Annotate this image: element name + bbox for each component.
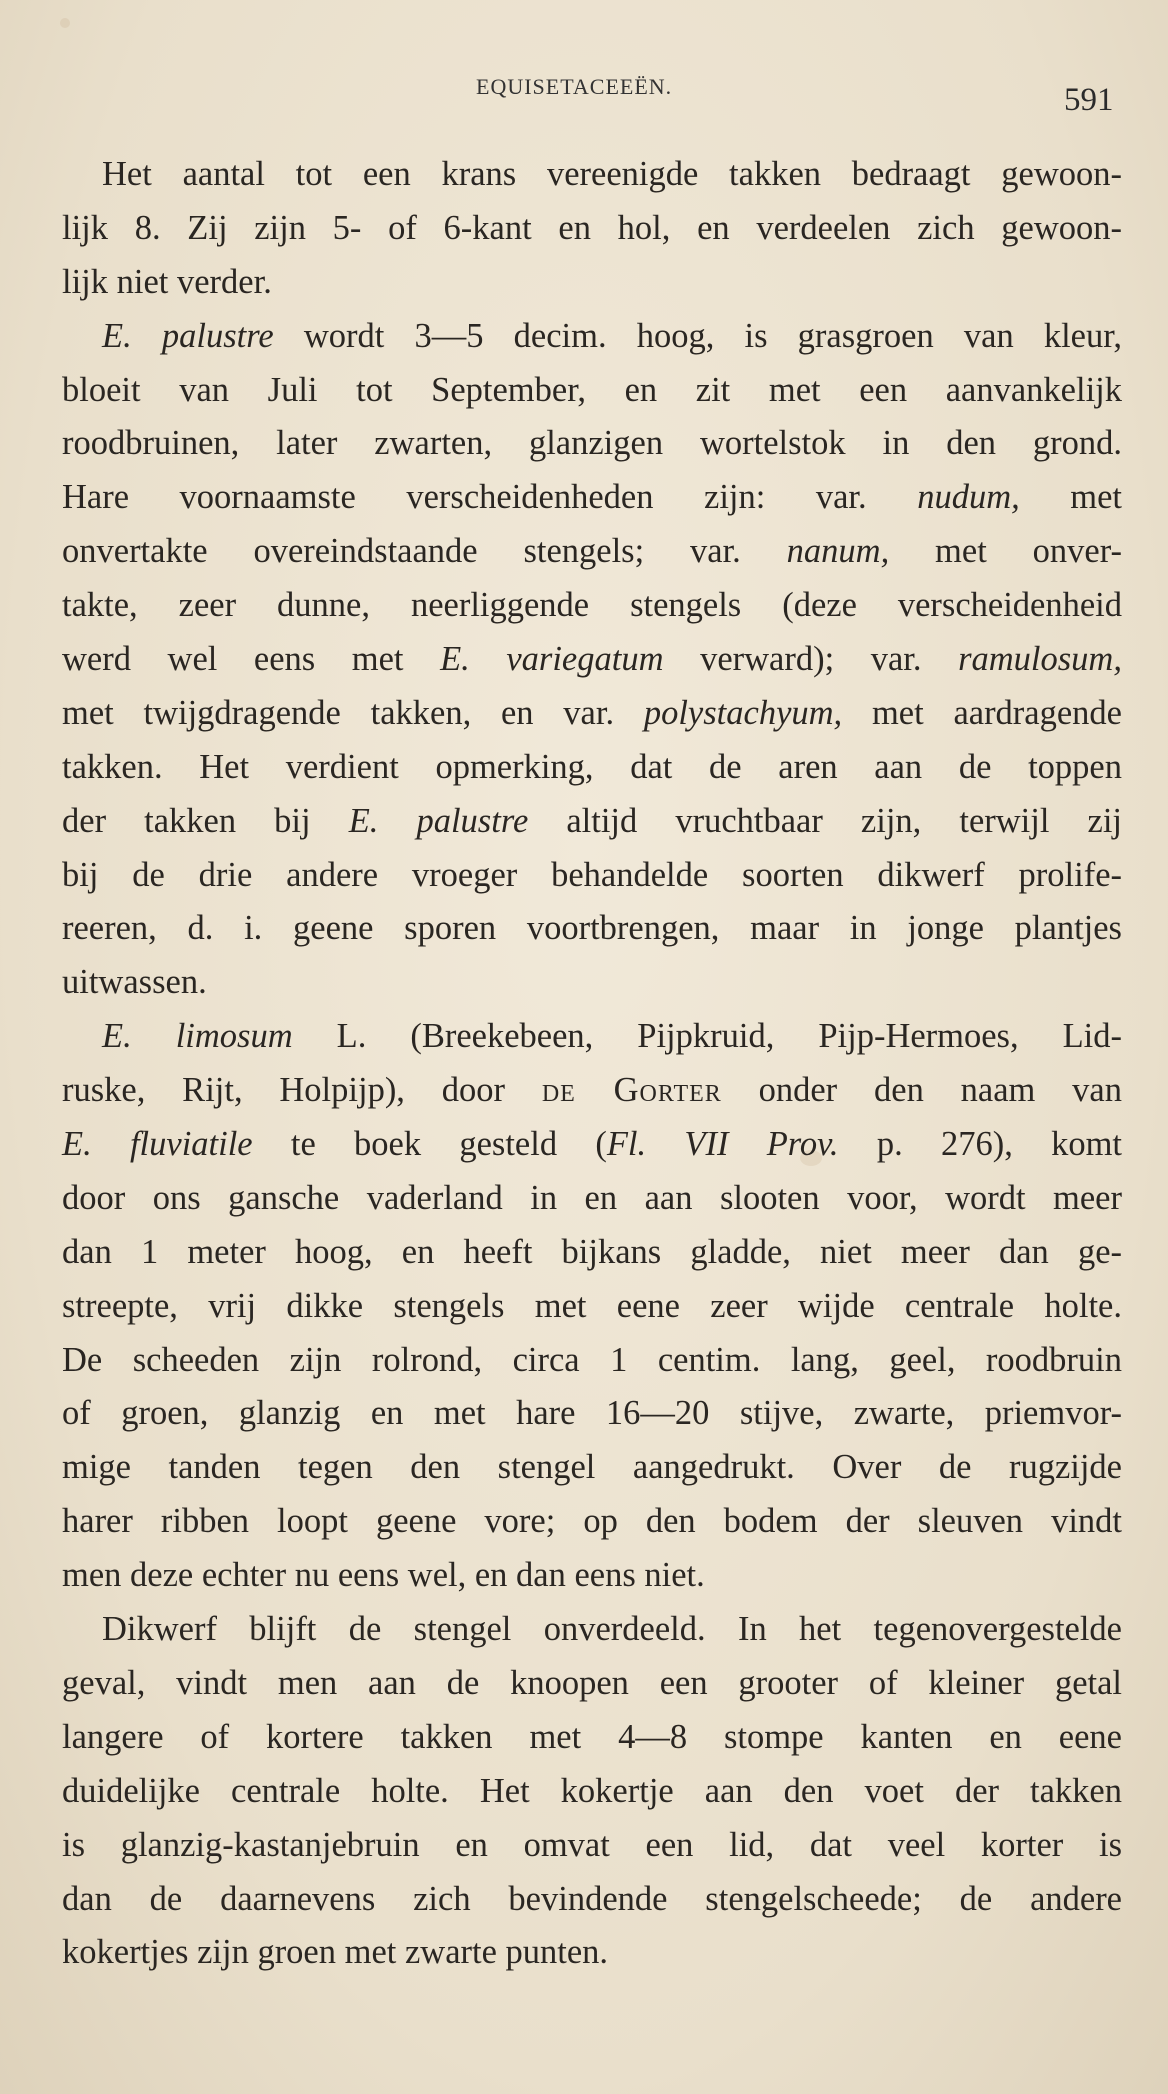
body-text [62, 148, 1122, 1980]
text-line: door ons gansche vaderland in en aan slooten voor, wordt meer [62, 1178, 1122, 1217]
text-line: E. palustre wordt 3—5 decim. hoog, is grasgroen van kleur, [102, 316, 1122, 355]
text-line: bij de drie andere vroeger behandelde soorten dikwerf prolife- [62, 855, 1122, 894]
text-line: kokertjes zijn groen met zwarte punten. [62, 1933, 609, 1972]
paper-speck [60, 18, 70, 28]
text-line: uitwassen. [62, 963, 207, 1002]
text-line: E. limosum L. (Breekebeen, Pijpkruid, Pijp-Hermoes, Lid- [102, 1017, 1123, 1056]
variety-name: nanum, [786, 532, 890, 571]
page-number: 591 [1064, 82, 1114, 118]
text-line: of groen, glanzig en met hare 16—20 stijve, zwarte, priemvor- [62, 1394, 1122, 1433]
species-name: E. palustre [348, 801, 529, 840]
text-line: Dikwerf blijft de stengel onverdeeld. In het tegenovergestelde [102, 1610, 1122, 1649]
species-name: E. variegatum [440, 640, 664, 679]
text-line: mige tanden tegen den stengel aangedrukt. Over de rugzijde [62, 1448, 1122, 1487]
variety-name: nudum, [917, 478, 1020, 517]
text-line: langere of kortere takken met 4—8 stompe kanten en eene [62, 1717, 1122, 1756]
text-line: harer ribben loopt geene vore; op den bodem der sleuven vindt [62, 1502, 1122, 1541]
text-line: roodbruinen, later zwarten, glanzigen wortelstok in den grond. [62, 424, 1122, 463]
text-line: onvertakte overeindstaande stengels; var. nanum, met onver- [62, 532, 1122, 571]
text-line: reeren, d. i. geene sporen voortbrengen, maar in jonge plantjes [62, 909, 1122, 948]
text-line: geval, vindt men aan de knoopen een grooter of kleiner getal [62, 1663, 1122, 1702]
text-line: is glanzig-kastanjebruin en omvat een lid, dat veel korter is [62, 1825, 1122, 1864]
text-line: men deze echter nu eens wel, en dan eens niet. [62, 1556, 705, 1595]
author-name: de Gorter [541, 1071, 722, 1110]
species-name: E. limosum [102, 1017, 293, 1056]
variety-name: ramulosum, [958, 640, 1122, 679]
species-name: E. fluviatile [62, 1125, 253, 1164]
text-line: E. fluviatile te boek gesteld (Fl. VII Prov. p. 276), komt [62, 1125, 1123, 1164]
text-line: ruske, Rijt, Holpijp), door de Gorter onder den naam van [62, 1071, 1122, 1110]
text-line: bloeit van Juli tot September, en zit met een aanvankelijk [62, 370, 1122, 409]
book-title: Fl. VII Prov. [606, 1125, 839, 1164]
text-line: met twijgdragende takken, en var. polystachyum, met aardragende [62, 693, 1122, 732]
text-line: Hare voornaamste verscheidenheden zijn: var. nudum, met [62, 478, 1122, 517]
text-line: dan 1 meter hoog, en heeft bijkans gladde, niet meer dan ge- [62, 1232, 1122, 1271]
text-line: dan de daarnevens zich bevindende stengelscheede; de andere [62, 1879, 1122, 1918]
text-line: takte, zeer dunne, neerliggende stengels (deze verscheidenheid [62, 586, 1122, 625]
text-line: De scheeden zijn rolrond, circa 1 centim. lang, geel, roodbruin [62, 1340, 1122, 1379]
text-line: duidelijke centrale holte. Het kokertje aan den voet der takken [62, 1771, 1122, 1810]
text-line: streepte, vrij dikke stengels met eene zeer wijde centrale holte. [62, 1286, 1122, 1325]
text-line: der takken bij E. palustre altijd vruchtbaar zijn, terwijl zij [62, 801, 1122, 840]
text-line: Het aantal tot een krans vereenigde takken bedraagt gewoon- [102, 155, 1122, 193]
text-line: werd wel eens met E. variegatum verward); var. ramulosum, [62, 640, 1122, 679]
text-line: lijk 8. Zij zijn 5- of 6-kant en hol, en verdeelen zich gewoon- [62, 208, 1122, 247]
text-line: takken. Het verdient opmerking, dat de aren aan de toppen [62, 747, 1122, 786]
text-line: lijk niet verder. [62, 262, 272, 301]
running-head: EQUISETACEEËN. [476, 74, 673, 99]
species-name: E. palustre [102, 316, 274, 355]
variety-name: polystachyum, [643, 693, 843, 732]
